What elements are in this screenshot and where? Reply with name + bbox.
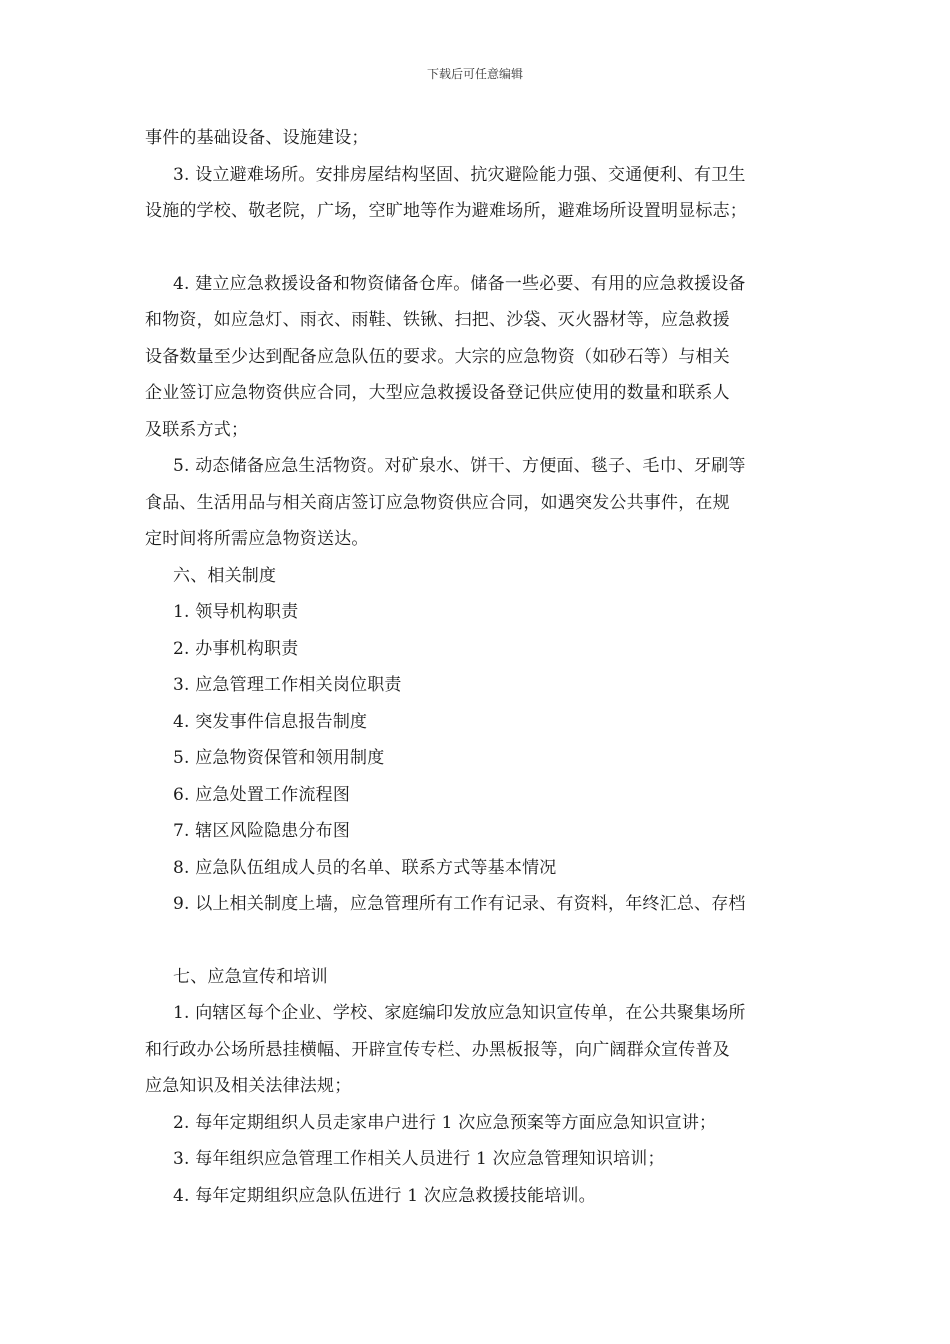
paragraph-line: 企业签订应急物资供应合同，大型应急救援设备登记供应使用的数量和联系人 [145,383,730,403]
list-item: 2. 每年定期组织人员走家串户进行 1 次应急预案等方面应急知识宣讲； [173,1112,717,1133]
list-item: 2. 办事机构职责 [173,638,299,659]
list-item: 1. 领导机构职责 [173,602,299,622]
paragraph-line: 应急知识及相关法律法规； [145,1076,352,1096]
paragraph-line: 定时间将所需应急物资送达。 [145,529,369,549]
section-heading-7: 七、应急宣传和培训 [173,966,328,987]
list-item: 4. 突发事件信息报告制度 [173,711,368,732]
list-item: 5. 应急物资保管和领用制度 [173,748,385,768]
paragraph-line: 设施的学校、敬老院，广场，空旷地等作为避难场所，避难场所设置明显标志； [145,201,747,221]
page-header-note: 下载后可任意编辑 [426,67,523,81]
list-item: 3. 应急管理工作相关岗位职责 [173,675,402,695]
list-item: 6. 应急处置工作流程图 [173,784,351,805]
list-item: 9. 以上相关制度上墙，应急管理所有工作有记录、有资料，年终汇总、存档 [173,894,746,914]
list-item: 3. 每年组织应急管理工作相关人员进行 1 次应急管理知识培训； [173,1149,665,1169]
paragraph-line: 事件的基础设备、设施建设； [145,128,369,148]
paragraph-line: 4. 建立应急救援设备和物资储备仓库。储备一些必要、有用的应急救援设备 [173,273,746,294]
list-item: 7. 辖区风险隐患分布图 [173,821,351,841]
paragraph-line: 5. 动态储备应急生活物资。对矿泉水、饼干、方便面、毯子、毛巾、牙刷等 [173,456,746,476]
paragraph-gap [145,230,815,266]
list-item: 1. 向辖区每个企业、学校、家庭编印发放应急知识宣传单，在公共聚集场所 [173,1003,746,1023]
paragraph-line: 和行政办公场所悬挂横幅、开辟宣传专栏、办黑板报等，向广阔群众宣传普及 [145,1039,730,1060]
document-body [145,120,815,1214]
section-heading-6: 六、相关制度 [173,565,277,586]
paragraph-line: 及联系方式； [145,419,249,440]
paragraph-line: 3. 设立避难场所。安排房屋结构坚固、抗灾避险能力强、交通便利、有卫生 [173,164,746,185]
paragraph-line: 食品、生活用品与相关商店签订应急物资供应合同，如遇突发公共事件，在规 [145,492,730,513]
list-item: 8. 应急队伍组成人员的名单、联系方式等基本情况 [173,857,557,878]
list-item: 4. 每年定期组织应急队伍进行 1 次应急救援技能培训。 [173,1185,596,1206]
paragraph-line: 和物资，如应急灯、雨衣、雨鞋、铁锹、扫把、沙袋、灭火器材等，应急救援 [145,310,730,330]
paragraph-line: 设备数量至少达到配备应急队伍的要求。大宗的应急物资（如砂石等）与相关 [145,346,730,367]
paragraph-gap [145,923,815,959]
